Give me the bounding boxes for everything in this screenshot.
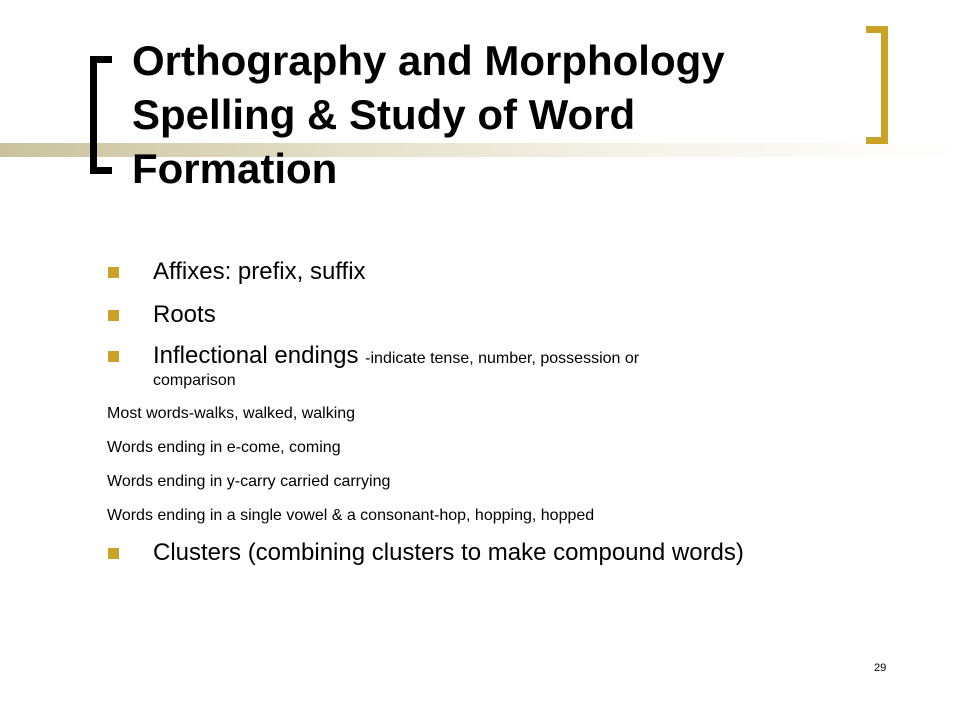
square-bullet-icon [108, 351, 119, 362]
bullet-text-clusters: Clusters (combining clusters to make compound words) [153, 539, 744, 566]
bullet-text-roots: Roots [153, 301, 216, 328]
square-bullet-icon [108, 310, 119, 321]
example-line-2: Words ending in e-come, coming [107, 439, 341, 456]
right-bracket-decoration [866, 26, 888, 144]
example-line-1: Most words-walks, walked, walking [107, 405, 356, 422]
square-bullet-icon [108, 548, 119, 559]
title-line-2: Spelling & Study of Word [132, 91, 636, 138]
inflectional-heading: Inflectional endings [153, 342, 359, 369]
example-line-3: Words ending in y-carry carried carrying [107, 473, 391, 490]
title-line-1: Orthography and Morphology [132, 37, 725, 84]
left-bracket-decoration [90, 56, 112, 174]
title-line-3: Formation [132, 145, 338, 192]
bullet-text-affixes: Affixes: prefix, suffix [153, 258, 366, 285]
inflectional-detail-continued: comparison [153, 372, 236, 389]
bullet-text-inflectional [153, 341, 639, 373]
example-line-4: Words ending in a single vowel & a consonant-hop, hopping, hopped [107, 507, 595, 524]
square-bullet-icon [108, 267, 119, 278]
slide-title [132, 34, 725, 196]
page-number: 29 [874, 662, 887, 674]
inflectional-detail: -indicate tense, number, possession or [365, 350, 640, 367]
